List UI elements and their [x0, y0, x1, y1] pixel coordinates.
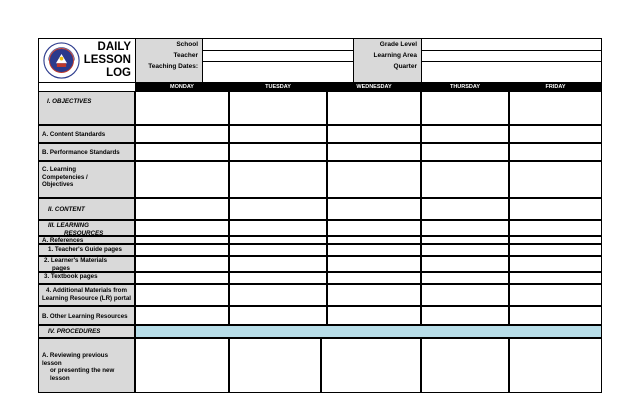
day-header-monday: MONDAY	[135, 83, 229, 91]
other-resources-wednesday-cell[interactable]	[327, 306, 421, 325]
references-monday-cell[interactable]	[135, 236, 229, 244]
row-label-references: A. References	[38, 236, 135, 244]
content-standards-friday-cell[interactable]	[509, 125, 602, 143]
references-thursday-cell[interactable]	[421, 236, 509, 244]
learning-area-label: Learning Area	[354, 50, 421, 61]
quarter-field[interactable]	[421, 61, 601, 82]
row-label-other-resources: B. Other Learning Resources	[38, 306, 135, 325]
reviewing-line-2: or presenting the new	[50, 367, 115, 374]
textbook-thursday-cell[interactable]	[421, 272, 509, 284]
learners-materials-wednesday-cell[interactable]	[327, 256, 421, 272]
teacher-label: Teacher	[136, 50, 202, 61]
teachers-guide-friday-cell[interactable]	[509, 244, 602, 256]
learning-resources-monday-cell[interactable]	[135, 220, 229, 236]
additional-materials-line-1: 4. Additional Materials from	[46, 287, 127, 294]
teachers-guide-tuesday-cell[interactable]	[229, 244, 327, 256]
performance-standards-tuesday-cell[interactable]	[229, 143, 327, 161]
competencies-wednesday-cell[interactable]	[327, 161, 421, 198]
header-info-grid	[136, 39, 601, 82]
competencies-friday-cell[interactable]	[509, 161, 602, 198]
references-tuesday-cell[interactable]	[229, 236, 327, 244]
content-standards-monday-cell[interactable]	[135, 125, 229, 143]
quarter-label: Quarter	[354, 61, 421, 82]
other-resources-friday-cell[interactable]	[509, 306, 602, 325]
references-wednesday-cell[interactable]	[327, 236, 421, 244]
performance-standards-wednesday-cell[interactable]	[327, 143, 421, 161]
reviewing-friday-cell[interactable]	[509, 338, 602, 393]
performance-standards-monday-cell[interactable]	[135, 143, 229, 161]
objectives-tuesday-cell[interactable]	[229, 91, 327, 125]
row-label-objectives	[38, 91, 135, 125]
learners-materials-friday-cell[interactable]	[509, 256, 602, 272]
form-title	[84, 41, 131, 80]
additional-materials-thursday-cell[interactable]	[421, 284, 509, 306]
reviewing-monday-cell[interactable]	[135, 338, 229, 393]
textbook-tuesday-cell[interactable]	[229, 272, 327, 284]
row-label-reviewing	[38, 338, 135, 393]
other-resources-monday-cell[interactable]	[135, 306, 229, 325]
competencies-thursday-cell[interactable]	[421, 161, 509, 198]
row-label-performance-standards: B. Performance Standards	[38, 143, 135, 161]
school-field[interactable]	[202, 39, 354, 50]
learners-materials-monday-cell[interactable]	[135, 256, 229, 272]
teachers-guide-monday-cell[interactable]	[135, 244, 229, 256]
day-header-wednesday: WEDNESDAY	[327, 83, 421, 91]
procedures-text: IV. PROCEDURES	[48, 328, 101, 335]
row-label-procedures	[38, 325, 135, 338]
objectives-wednesday-cell[interactable]	[327, 91, 421, 125]
row-label-teachers-guide: 1. Teacher's Guide pages	[38, 244, 135, 256]
objectives-monday-cell[interactable]	[135, 91, 229, 125]
school-label: School	[136, 39, 202, 50]
grade-level-field[interactable]	[421, 39, 601, 50]
grade-level-label: Grade Level	[354, 39, 421, 50]
learning-resources-tuesday-cell[interactable]	[229, 220, 327, 236]
learners-materials-line-2: pages	[52, 264, 70, 272]
day-bar-spacer	[38, 83, 135, 91]
title-line-1: DAILY	[97, 41, 131, 53]
learning-resources-line-2: RESOURCES	[64, 229, 104, 237]
textbook-wednesday-cell[interactable]	[327, 272, 421, 284]
textbook-friday-cell[interactable]	[509, 272, 602, 284]
performance-standards-thursday-cell[interactable]	[421, 143, 509, 161]
deped-seal-icon	[43, 42, 80, 79]
additional-materials-monday-cell[interactable]	[135, 284, 229, 306]
reviewing-tuesday-cell[interactable]	[229, 338, 321, 393]
competencies-line-1: C. Learning	[42, 166, 77, 173]
teacher-field[interactable]	[202, 50, 354, 61]
additional-materials-friday-cell[interactable]	[509, 284, 602, 306]
content-tuesday-cell[interactable]	[229, 198, 327, 220]
day-header-friday: FRIDAY	[509, 83, 602, 91]
procedures-band	[135, 325, 602, 338]
objectives-friday-cell[interactable]	[509, 91, 602, 125]
title-line-3: LOG	[106, 67, 131, 79]
title-line-2: LESSON	[83, 54, 131, 66]
performance-standards-friday-cell[interactable]	[509, 143, 602, 161]
additional-materials-wednesday-cell[interactable]	[327, 284, 421, 306]
content-wednesday-cell[interactable]	[327, 198, 421, 220]
content-text: II. CONTENT	[48, 206, 85, 213]
row-label-additional-materials	[38, 284, 135, 306]
objectives-text: I. OBJECTIVES	[47, 98, 92, 105]
learners-materials-thursday-cell[interactable]	[421, 256, 509, 272]
content-thursday-cell[interactable]	[421, 198, 509, 220]
reviewing-wednesday-cell[interactable]	[321, 338, 421, 393]
daily-lesson-log-form	[38, 38, 602, 393]
form-header	[38, 38, 602, 83]
reviewing-line-1: A. Reviewing previous lesson	[42, 352, 109, 367]
textbook-monday-cell[interactable]	[135, 272, 229, 284]
row-label-content	[38, 198, 135, 220]
logo-cell	[39, 39, 136, 82]
competencies-monday-cell[interactable]	[135, 161, 229, 198]
learners-materials-line-1: 2. Learner's Materials	[44, 257, 108, 264]
row-label-learners-materials	[38, 256, 135, 272]
references-friday-cell[interactable]	[509, 236, 602, 244]
reviewing-thursday-cell[interactable]	[421, 338, 509, 393]
objectives-thursday-cell[interactable]	[421, 91, 509, 125]
additional-materials-tuesday-cell[interactable]	[229, 284, 327, 306]
day-header-thursday: THURSDAY	[421, 83, 509, 91]
competencies-tuesday-cell[interactable]	[229, 161, 327, 198]
teachers-guide-thursday-cell[interactable]	[421, 244, 509, 256]
learners-materials-tuesday-cell[interactable]	[229, 256, 327, 272]
additional-materials-line-2: Learning Resource (LR) portal	[41, 294, 132, 302]
competencies-line-2: Competencies /	[42, 173, 88, 181]
learning-resources-line-1: III. LEARNING	[48, 222, 89, 229]
learning-area-field[interactable]	[421, 50, 601, 61]
content-standards-tuesday-cell[interactable]	[229, 125, 327, 143]
other-resources-thursday-cell[interactable]	[421, 306, 509, 325]
row-label-learning-resources	[38, 220, 135, 236]
teaching-dates-label: Teaching Dates:	[136, 61, 202, 82]
header-row	[136, 61, 601, 82]
row-label-content-standards: A. Content Standards	[38, 125, 135, 143]
content-standards-thursday-cell[interactable]	[421, 125, 509, 143]
row-label-competencies	[38, 161, 135, 198]
learning-resources-friday-cell[interactable]	[509, 220, 602, 236]
other-resources-tuesday-cell[interactable]	[229, 306, 327, 325]
teaching-dates-field[interactable]	[202, 61, 354, 82]
learning-resources-wednesday-cell[interactable]	[327, 220, 421, 236]
content-monday-cell[interactable]	[135, 198, 229, 220]
day-header-tuesday: TUESDAY	[229, 83, 327, 91]
content-standards-wednesday-cell[interactable]	[327, 125, 421, 143]
row-label-textbook: 3. Textbook pages	[38, 272, 135, 284]
competencies-line-3: Objectives	[42, 181, 74, 188]
reviewing-line-3: lesson	[50, 374, 70, 382]
teachers-guide-wednesday-cell[interactable]	[327, 244, 421, 256]
content-friday-cell[interactable]	[509, 198, 602, 220]
learning-resources-thursday-cell[interactable]	[421, 220, 509, 236]
